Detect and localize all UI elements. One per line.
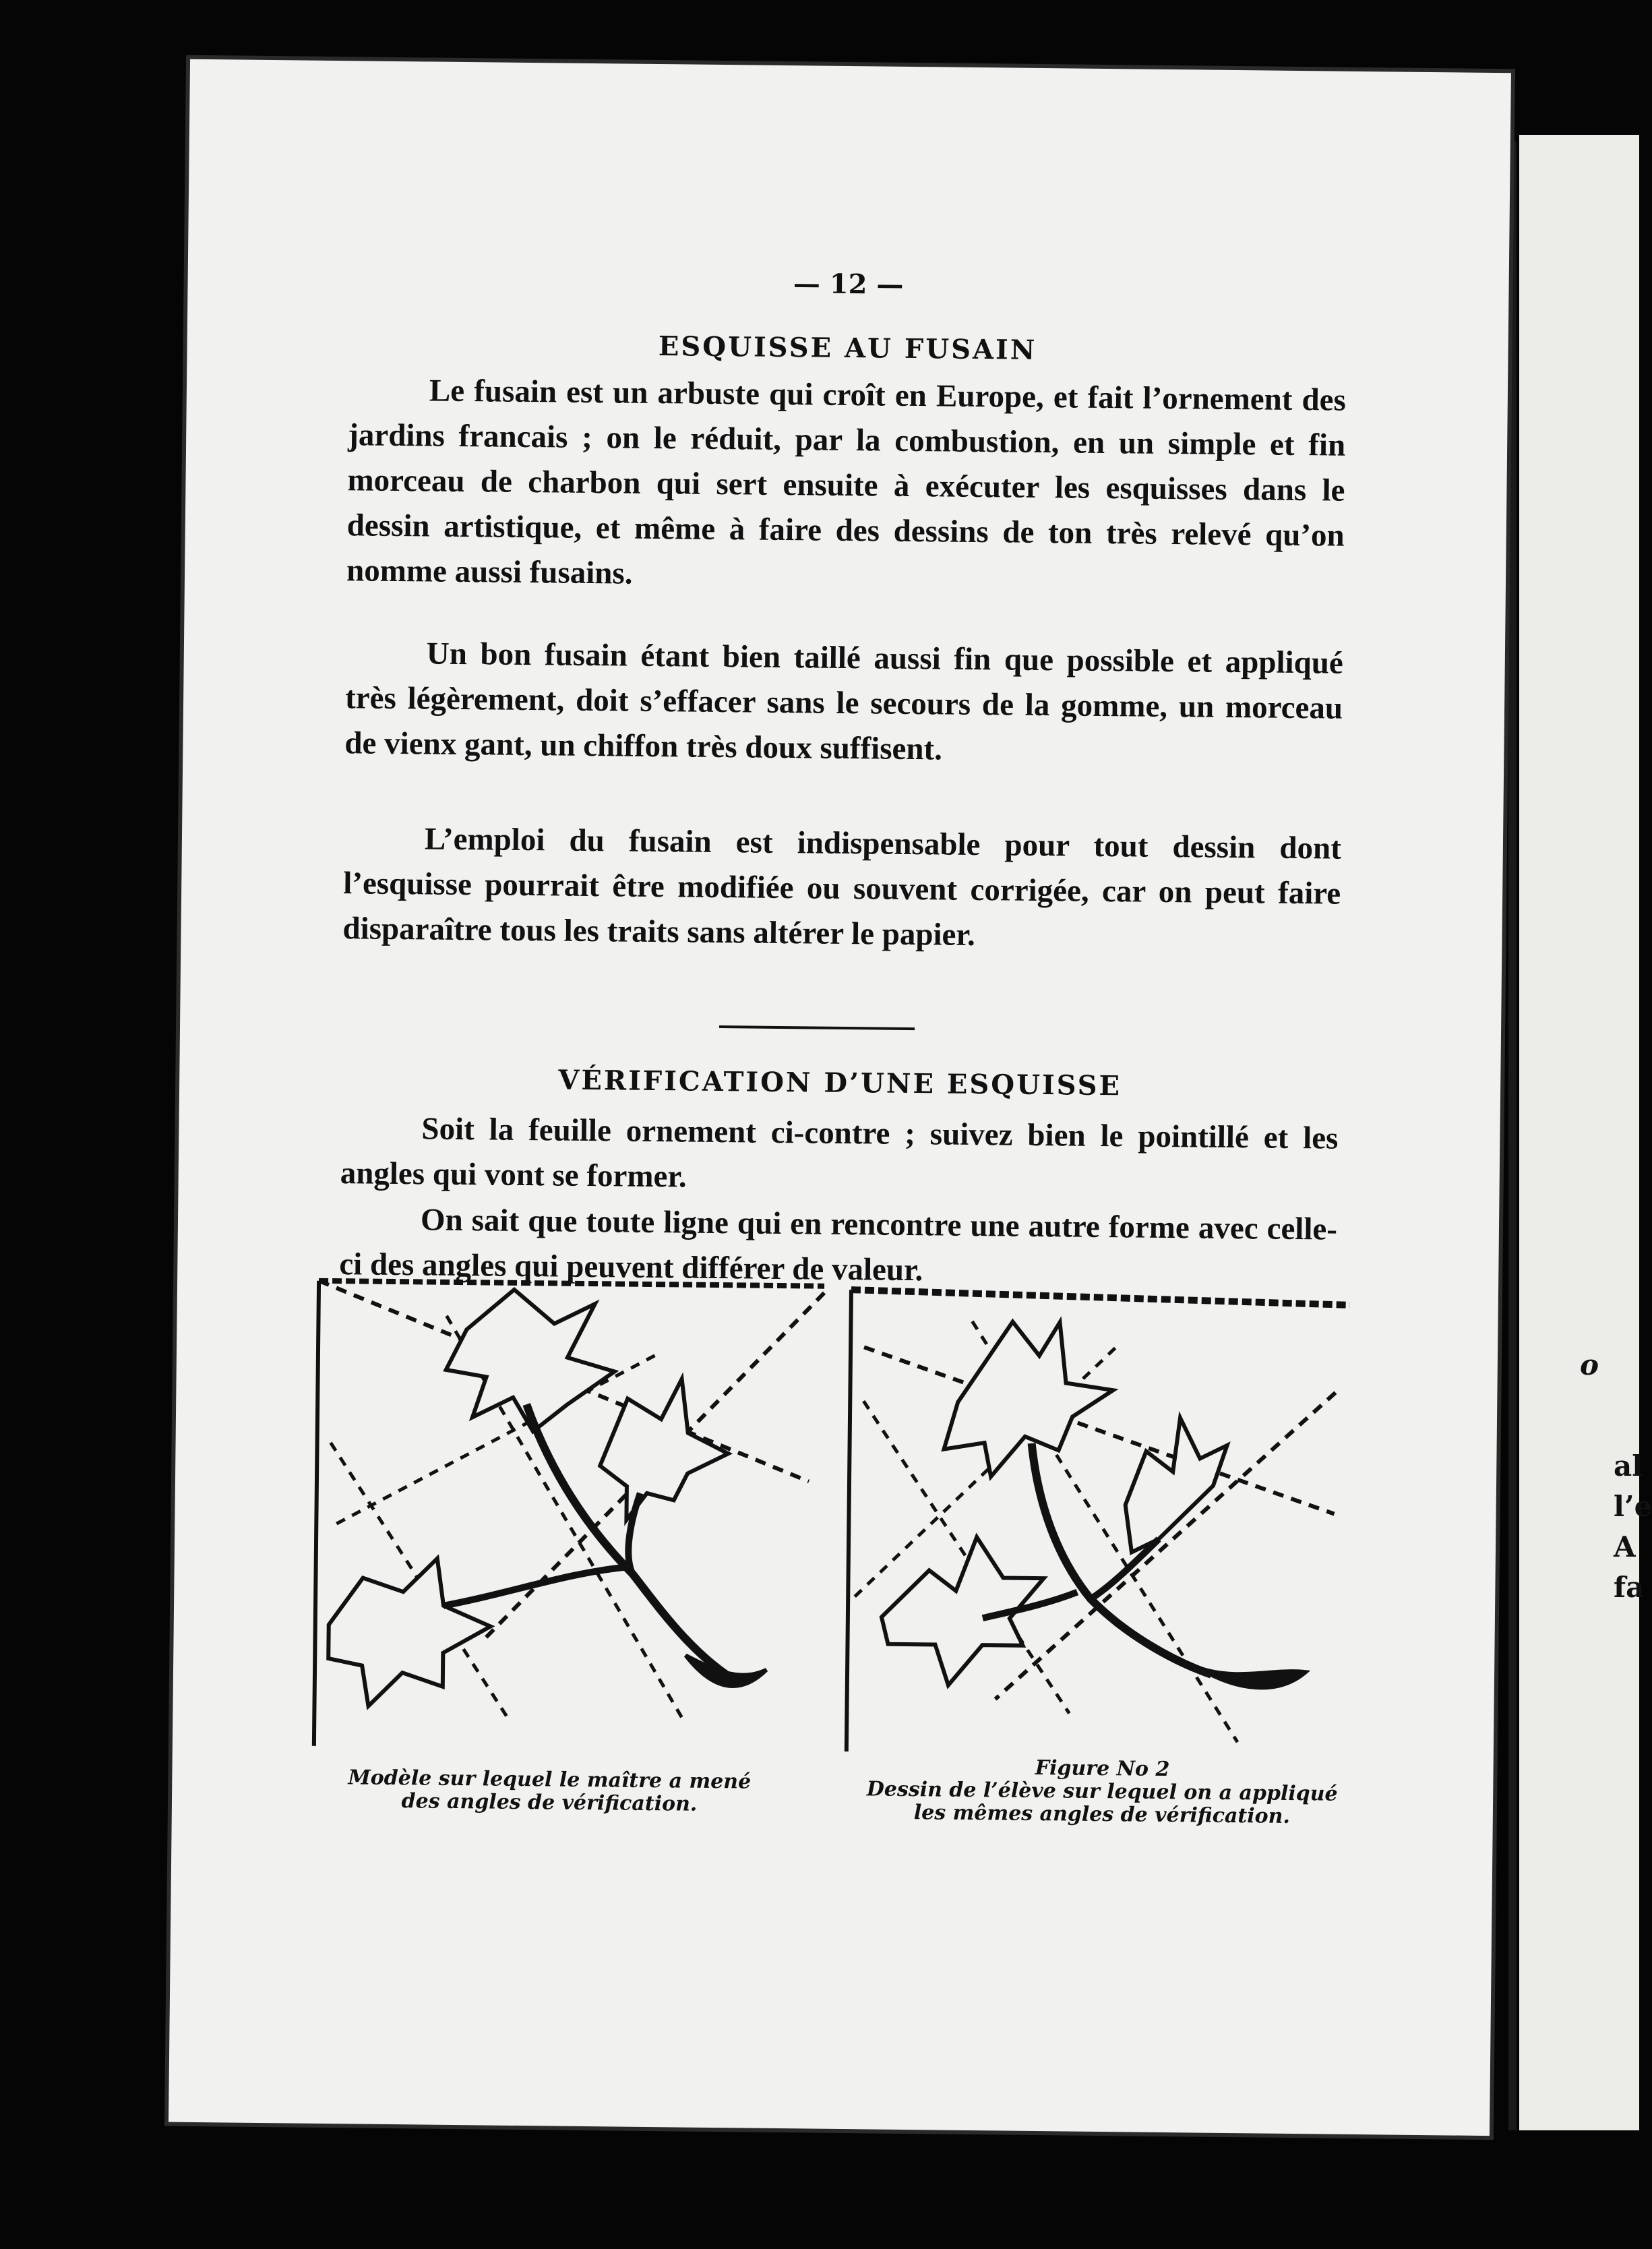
section-divider <box>719 1025 915 1030</box>
branch-stem <box>1091 1538 1159 1600</box>
section-title-fusain: ESQUISSE AU FUSAIN <box>658 330 1037 366</box>
adjacent-fragment: o <box>1580 1348 1599 1381</box>
caption-line: Modèle sur lequel le maître a mené <box>348 1766 752 1794</box>
leaf-shape <box>685 1656 766 1687</box>
leaf-shape <box>944 1321 1113 1478</box>
adjacent-fragment: al <box>1614 1449 1643 1482</box>
adjacent-fragment: l’e <box>1614 1490 1652 1523</box>
book-binding <box>1508 142 1517 2130</box>
adjacent-fragment: fa <box>1614 1571 1645 1604</box>
section-title-verification: VÉRIFICATION D’UNE ESQUISSE <box>558 1064 1122 1102</box>
leaf-shape <box>328 1557 491 1708</box>
figure-caption-left <box>313 1766 786 1817</box>
leaf-shape <box>1198 1668 1306 1689</box>
frame-line <box>314 1281 319 1746</box>
adjacent-page-edge <box>1519 135 1652 2130</box>
leaf-shape <box>1125 1417 1227 1553</box>
paragraph: On sait que toute ligne qui en rencontre une autre forme avec celle-ci des angles qui peuvent différer de valeur. <box>339 1202 1338 1288</box>
page-number: — 12 — <box>793 268 904 301</box>
paragraph: Un bon fusain étant bien taillé aussi fin que possible et appliqué très légèrement, doit s’effacer sans le secours de la gomme, un morceau de vienx gant, un chiffon très doux suffisent. <box>344 636 1344 767</box>
paragraph: Soit la feuille ornement ci-contre ; suivez bien le pointillé et les angles qui vont se former. <box>340 1111 1339 1195</box>
caption-line: les mêmes angles de vérification. <box>913 1801 1291 1828</box>
figure-label: Figure No 2 <box>1035 1756 1170 1782</box>
figure-student-drawing <box>833 1280 1350 1757</box>
book-page <box>169 59 1511 2136</box>
paragraph: L’emploi du fusain est indispensable pour tout dessin dont l’esquisse pourrait être modifiée ou souvent corrigée, car on peut faire disparaître tous les traits sans altérer le papier. <box>342 821 1342 953</box>
branch-stem <box>443 1565 626 1608</box>
dotted-guide-line <box>319 1281 824 1286</box>
caption-line: des angles de vérification. <box>401 1789 698 1816</box>
frame-line <box>847 1290 851 1751</box>
figure-model-drawing <box>307 1274 824 1751</box>
caption-line: Dessin de l’élève sur lequel on a appliqué <box>866 1777 1338 1806</box>
dotted-guide-line <box>863 1347 1336 1513</box>
figure-caption-right <box>846 1755 1359 1829</box>
adjacent-fragment: A <box>1614 1530 1636 1563</box>
dotted-guide-line <box>851 1290 1350 1305</box>
paragraph: Le fusain est un arbuste qui croît en Europe, et fait l’ornement des jardins francais ; on le réduit, par la combustion, en un simple et fin morceau de charbon qui sert ensuite à exécuter les esquisses dans le dessin artistique, et même à faire des dessins de ton très relevé qu’on nomme aussi fusains. <box>346 373 1347 591</box>
